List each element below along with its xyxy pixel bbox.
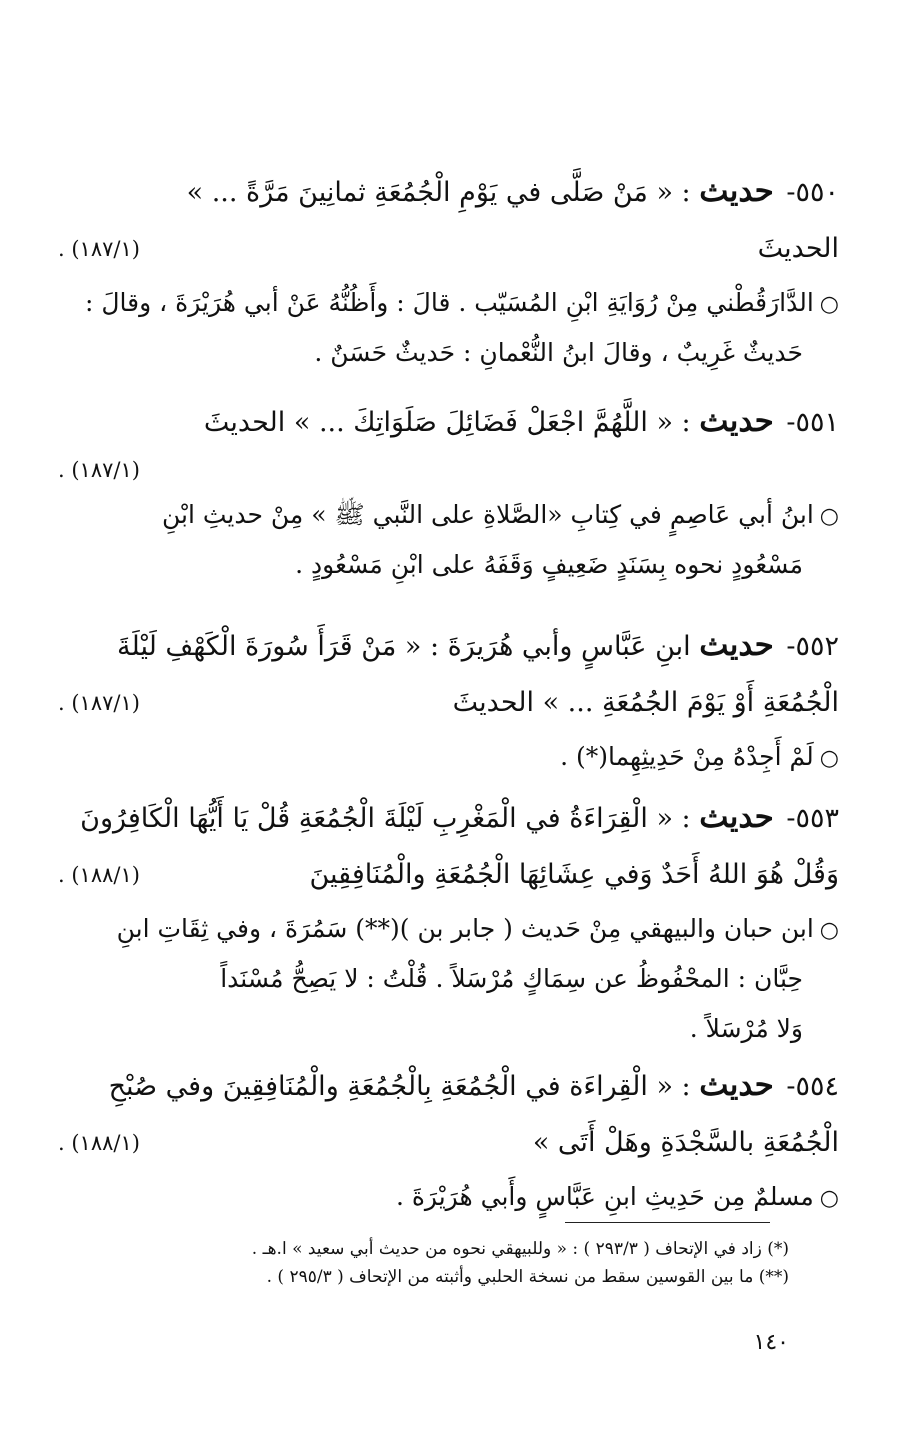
hadith-entry-551 xyxy=(58,392,839,590)
source-note-line xyxy=(58,490,839,540)
source-note-line xyxy=(58,1004,839,1054)
hadith-entry-553 xyxy=(58,788,839,1054)
entry-citation-line xyxy=(58,450,839,490)
hadith-text-continued: الْجُمُعَةِ بالسَّجْدَةِ وهَلْ أَتَى » xyxy=(532,1127,839,1158)
entry-second-line xyxy=(58,846,839,904)
source-note-text: مسلمٌ مِن حَدِيثِ ابنِ عَبَّاسٍ وأَبي هُرَيْرَةَ . xyxy=(395,1182,814,1211)
hollow-circle-icon: ○ xyxy=(819,1186,839,1211)
source-note-line xyxy=(58,904,839,954)
volume-page-citation: . (١٨٧/١) xyxy=(58,237,140,261)
volume-page-citation: . (١٨٧/١) xyxy=(58,458,140,482)
footnote-separator xyxy=(565,1222,770,1223)
entry-heading-line: ٥٥٣- حديث : « الْقِرَاءَةُ في الْمَغْرِبِ لَيْلَةَ الْجُمُعَةِ قُلْ يَا أَيُّهَا الْكَافِرُونَ xyxy=(80,799,839,835)
hadith-entry-552 xyxy=(58,616,839,782)
footnote: (*) زاد في الإتحاف ( ٢٩٣/٣ ) : « وللبيهقي نحوه من حديث أبي سعيد » ا.هـ . xyxy=(251,1239,789,1259)
hadith-text: ابنِ عَبَّاسٍ وأبي هُرَيرَةَ : « مَنْ قَرَأَ سُورَةَ الْكَهْفِ لَيْلَةَ xyxy=(117,631,691,662)
source-note-line xyxy=(58,328,839,378)
source-note-line xyxy=(58,540,839,590)
source-note-text: ابنُ أبي عَاصِمٍ في كِتابِ «الصَّلاةِ على النَّبي ﷺ » مِنْ حديثِ ابْنِ xyxy=(161,500,814,529)
hadith-text: : « الْقِرَاءَةُ في الْمَغْرِبِ لَيْلَةَ الْجُمُعَةِ قُلْ يَا أَيُّهَا الْكَافِرُونَ xyxy=(80,803,691,834)
hadith-text: : « الْقِراءَة في الْجُمُعَةِ بِالْجُمُعَةِ والْمُنَافِقِينَ وفي صُبْحِ xyxy=(108,1071,691,1102)
hollow-circle-icon: ○ xyxy=(819,918,839,943)
hadith-keyword: حديث xyxy=(699,799,774,835)
source-note-text: وَلا مُرْسَلاً . xyxy=(689,1014,803,1043)
source-note-text: الدَّارَقُطْني مِنْ رُوَايَةِ ابْنِ المُسَيّب . قالَ : وأَظُنُّهُ عَنْ أبي هُرَيْرَةَ ، وقالَ : xyxy=(85,288,814,317)
source-note-text: لَمْ أَجِدْهُ مِنْ حَدِيثِهِما(*) . xyxy=(560,742,814,771)
entry-number: ٥٥٠ xyxy=(795,177,839,208)
entry-heading-line: ٥٥٤- حديث : « الْقِراءَة في الْجُمُعَةِ بِالْجُمُعَةِ والْمُنَافِقِينَ وفي صُبْحِ xyxy=(108,1067,839,1103)
source-note-line xyxy=(58,954,839,1004)
volume-page-citation: . (١٨٧/١) xyxy=(58,691,140,715)
source-note-text: حَديثٌ غَرِيبٌ ، وقالَ ابنُ النُّعْمانِ : حَديثٌ حَسَنٌ . xyxy=(314,338,803,367)
entry-number: ٥٥٣ xyxy=(795,803,839,834)
volume-page-citation: . (١٨٨/١) xyxy=(58,1131,140,1155)
entry-number: ٥٥٤ xyxy=(795,1071,839,1102)
hollow-circle-icon: ○ xyxy=(819,746,839,771)
hadith-keyword: حديث xyxy=(699,403,774,439)
entry-second-line xyxy=(58,220,839,278)
source-note-text: مَسْعُودٍ نحوه بِسَنَدٍ ضَعِيفٍ وَقَفَهُ على ابْنِ مَسْعُودٍ . xyxy=(295,550,803,579)
hadith-text-continued: الْجُمُعَةِ أَوْ يَوْمَ الجُمُعَةِ ... » الحديثَ xyxy=(452,687,839,718)
entry-heading-line: ٥٥٠- حديث : « مَنْ صَلَّى في يَوْمِ الْجُمُعَةِ ثمانِينَ مَرَّةً ... » xyxy=(186,173,839,209)
volume-page-citation: . (١٨٨/١) xyxy=(58,863,140,887)
entry-heading-line: ٥٥٢- حديث ابنِ عَبَّاسٍ وأبي هُرَيرَةَ : « مَنْ قَرَأَ سُورَةَ الْكَهْفِ لَيْلَةَ xyxy=(117,627,839,663)
hadith-keyword: حديث xyxy=(699,1067,774,1103)
hadith-keyword: حديث xyxy=(699,627,774,663)
source-note-line xyxy=(58,278,839,328)
entry-heading-line: ٥٥١- حديث : « اللَّهُمَّ اجْعَلْ فَضَائِلَ صَلَوَاتِكَ ... » الحديثَ xyxy=(203,403,839,439)
hadith-text-continued: وَقُلْ هُوَ اللهُ أَحَدٌ وَفي عِشَائِهَا الْجُمُعَةِ والْمُنَافِقِينَ xyxy=(309,859,839,890)
hadith-keyword: حديث xyxy=(699,173,774,209)
entry-number: ٥٥٢ xyxy=(795,631,839,662)
hadith-entry-554 xyxy=(58,1056,839,1222)
entry-second-line xyxy=(58,1114,839,1172)
entry-second-line xyxy=(58,674,839,732)
hollow-circle-icon: ○ xyxy=(819,292,839,317)
source-note-text: ابن حبان والبيهقي مِنْ حَديث ( جابر بن )(**) سَمُرَةَ ، وفي ثِقَاتِ ابنِ xyxy=(116,914,814,943)
source-note-text: حِبَّان : المحْفُوظُ عن سِمَاكٍ مُرْسَلاً . قُلْتُ : لا يَصِحُّ مُسْنَداً xyxy=(220,964,803,993)
source-note-line xyxy=(58,732,839,782)
page-number: ١٤٠ xyxy=(753,1330,789,1355)
hadith-text: : « مَنْ صَلَّى في يَوْمِ الْجُمُعَةِ ثمانِينَ مَرَّةً ... » xyxy=(186,177,691,208)
hadith-text: : « اللَّهُمَّ اجْعَلْ فَضَائِلَ صَلَوَاتِكَ ... » الحديثَ xyxy=(203,407,691,438)
source-note-line xyxy=(58,1172,839,1222)
footnotes xyxy=(58,1235,789,1291)
hadith-text-continued: الحديثَ xyxy=(757,233,839,264)
footnote: (**) ما بين القوسين سقط من نسخة الحلبي وأثبته من الإتحاف ( ٢٩٥/٣ ) . xyxy=(266,1267,789,1287)
entry-number: ٥٥١ xyxy=(795,407,839,438)
hadith-entry-550 xyxy=(58,162,839,378)
hollow-circle-icon: ○ xyxy=(819,504,839,529)
